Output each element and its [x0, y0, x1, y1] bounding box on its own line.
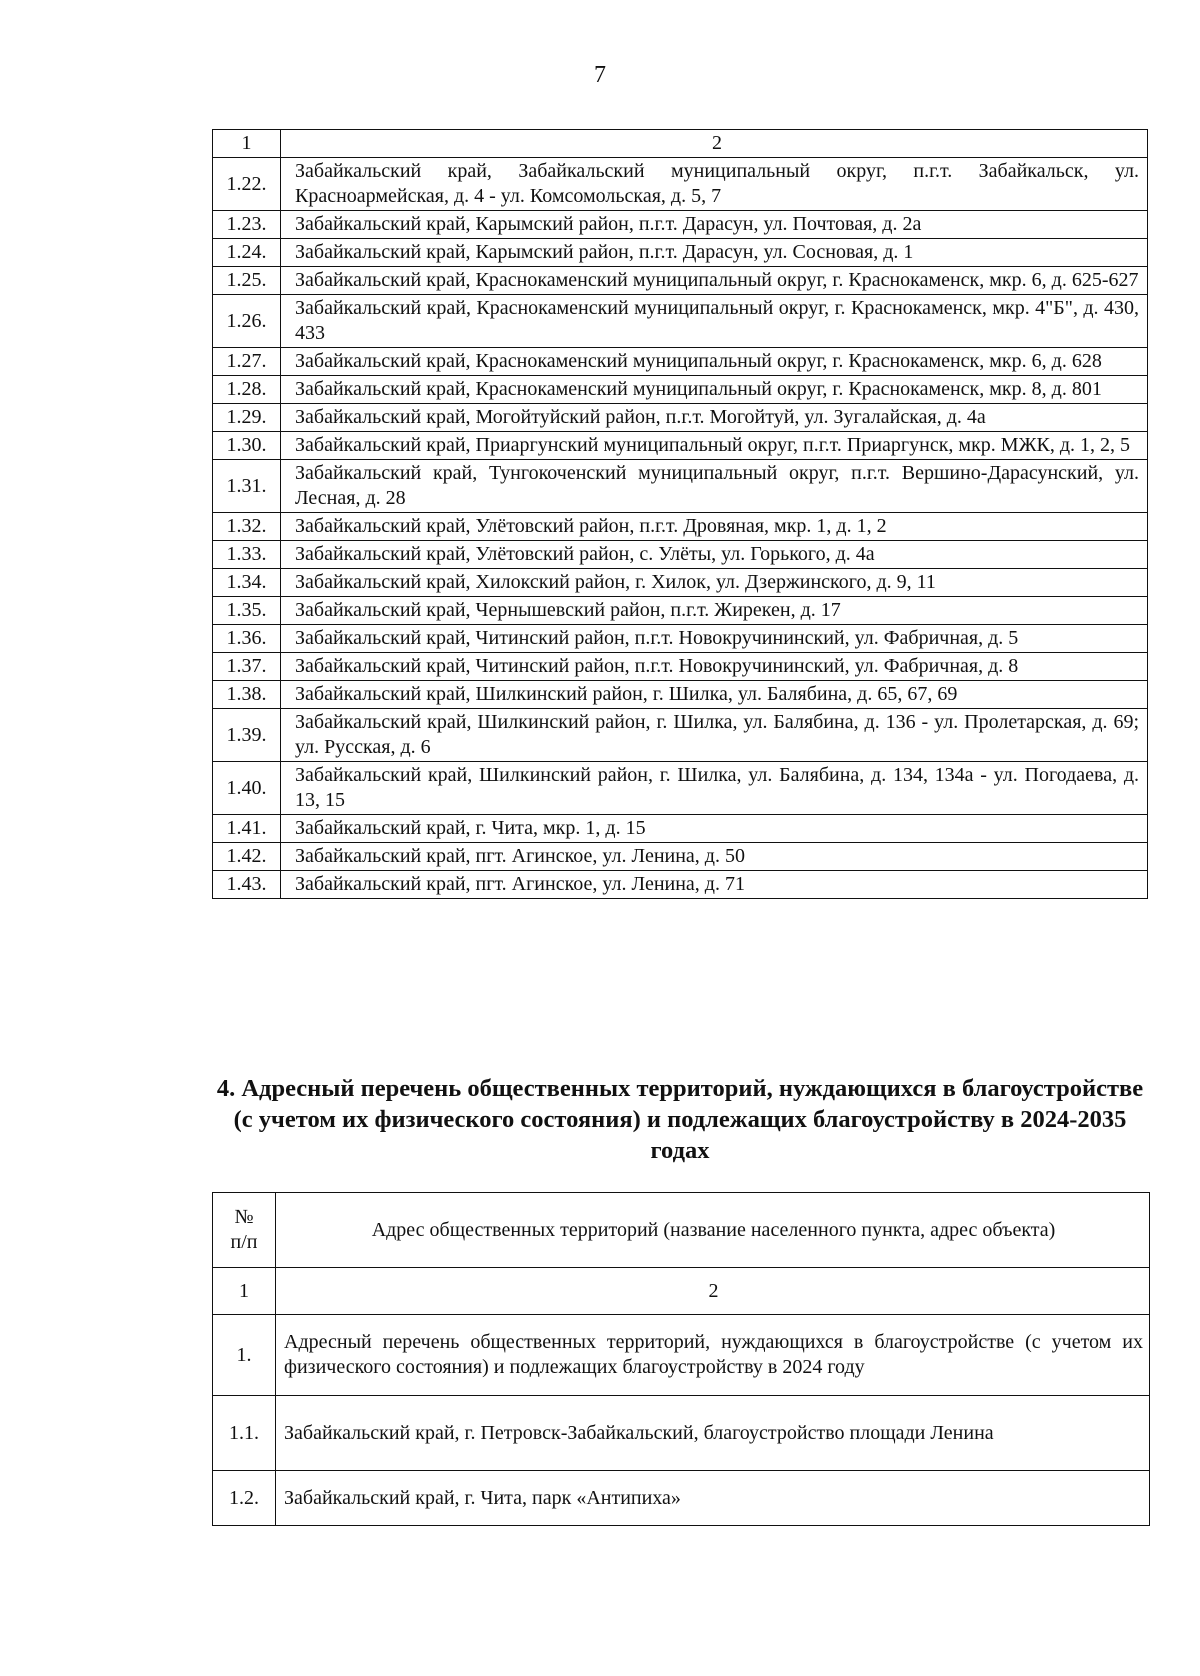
table-row — [213, 376, 1148, 404]
table-header-row — [213, 1193, 1150, 1268]
row-number: 1. — [213, 1315, 276, 1396]
column-numbers-row — [213, 1268, 1150, 1315]
table-row — [213, 348, 1148, 376]
row-number: 1.25. — [213, 267, 281, 295]
row-number: 1.32. — [213, 513, 281, 541]
header-number-cell — [213, 1193, 276, 1268]
row-number: 1.43. — [213, 871, 281, 899]
table-row — [213, 404, 1148, 432]
row-number: 1.35. — [213, 597, 281, 625]
row-number: 1.38. — [213, 681, 281, 709]
table-row — [213, 762, 1148, 815]
row-address: Забайкальский край, Хилокский район, г. Хилок, ул. Дзержинского, д. 9, 11 — [281, 569, 1148, 597]
row-address: Забайкальский край, г. Чита, мкр. 1, д. 15 — [281, 815, 1148, 843]
row-number: 1.37. — [213, 653, 281, 681]
row-number: 1.33. — [213, 541, 281, 569]
section-4-heading: 4. Адресный перечень общественных территорий, нуждающихся в благоустройстве (с учетом их физического состояния) и подлежащих благоустройству в 2024-2035 годах — [216, 1075, 1144, 1164]
table-row — [213, 513, 1148, 541]
public-territories-table — [212, 1192, 1150, 1526]
table-row — [213, 295, 1148, 348]
row-address: Забайкальский край, Шилкинский район, г. Шилка, ул. Балябина, д. 136 - ул. Пролетарская, д. 69; ул. Русская, д. 6 — [281, 709, 1148, 762]
table-row — [213, 709, 1148, 762]
row-number: 1.34. — [213, 569, 281, 597]
table-row — [213, 239, 1148, 267]
table-row — [213, 625, 1148, 653]
row-address: Забайкальский край, Краснокаменский муниципальный округ, г. Краснокаменск, мкр. 6, д. 628 — [281, 348, 1148, 376]
row-address: Забайкальский край, Читинский район, п.г.т. Новокручининский, ул. Фабричная, д. 5 — [281, 625, 1148, 653]
row-address: Адресный перечень общественных территорий, нуждающихся в благоустройстве (с учетом их физического состояния) и подлежащих благоустройству в 2024 году — [276, 1315, 1150, 1396]
row-number: 1.42. — [213, 843, 281, 871]
column-number-1: 1 — [213, 130, 281, 158]
table-row — [213, 843, 1148, 871]
row-address: Забайкальский край, Шилкинский район, г. Шилка, ул. Балябина, д. 65, 67, 69 — [281, 681, 1148, 709]
table-row — [213, 597, 1148, 625]
table-row — [213, 681, 1148, 709]
row-number: 1.28. — [213, 376, 281, 404]
row-number: 1.40. — [213, 762, 281, 815]
row-address: Забайкальский край, пгт. Агинское, ул. Ленина, д. 71 — [281, 871, 1148, 899]
row-address: Забайкальский край, Карымский район, п.г.т. Дарасун, ул. Сосновая, д. 1 — [281, 239, 1148, 267]
row-number: 1.1. — [213, 1396, 276, 1471]
row-number: 1.27. — [213, 348, 281, 376]
table-row — [213, 158, 1148, 211]
row-number: 1.29. — [213, 404, 281, 432]
row-address: Забайкальский край, Шилкинский район, г. Шилка, ул. Балябина, д. 134, 134а - ул. Погодаева, д. 13, 15 — [281, 762, 1148, 815]
row-number: 1.23. — [213, 211, 281, 239]
table-row — [213, 815, 1148, 843]
row-address: Забайкальский край, г. Петровск-Забайкальский, благоустройство площади Ленина — [276, 1396, 1150, 1471]
header-number-symbol: № — [234, 1206, 254, 1228]
table-row — [213, 871, 1148, 899]
row-address: Забайкальский край, Краснокаменский муниципальный округ, г. Краснокаменск, мкр. 8, д. 801 — [281, 376, 1148, 404]
row-address: Забайкальский край, Тунгокоченский муниципальный округ, п.г.т. Вершино-Дарасунский, ул. Лесная, д. 28 — [281, 460, 1148, 513]
header-address-cell: Адрес общественных территорий (название населенного пункта, адрес объекта) — [276, 1193, 1150, 1268]
page-number: 7 — [594, 62, 606, 88]
row-address: Забайкальский край, Краснокаменский муниципальный округ, г. Краснокаменск, мкр. 4"Б", д. 430, 433 — [281, 295, 1148, 348]
row-address: Забайкальский край, Краснокаменский муниципальный округ, г. Краснокаменск, мкр. 6, д. 625-627 — [281, 267, 1148, 295]
row-address: Забайкальский край, Могойтуйский район, п.г.т. Могойтуй, ул. Зугалайская, д. 4а — [281, 404, 1148, 432]
row-number: 1.26. — [213, 295, 281, 348]
table-row — [213, 211, 1148, 239]
row-number: 1.39. — [213, 709, 281, 762]
row-address: Забайкальский край, Приаргунский муниципальный округ, п.г.т. Приаргунск, мкр. МЖК, д. 1, 2, 5 — [281, 432, 1148, 460]
row-number: 1.2. — [213, 1471, 276, 1526]
row-address: Забайкальский край, г. Чита, парк «Антипиха» — [276, 1471, 1150, 1526]
row-number: 1.41. — [213, 815, 281, 843]
table-row — [213, 569, 1148, 597]
header-number-abbr: п/п — [230, 1231, 258, 1253]
row-address: Забайкальский край, Чернышевский район, п.г.т. Жирекен, д. 17 — [281, 597, 1148, 625]
column-number-2: 2 — [281, 130, 1148, 158]
table-row — [213, 541, 1148, 569]
table-row — [213, 653, 1148, 681]
column-number-2: 2 — [276, 1268, 1150, 1315]
table-row — [213, 460, 1148, 513]
row-address: Забайкальский край, пгт. Агинское, ул. Ленина, д. 50 — [281, 843, 1148, 871]
table-row — [213, 267, 1148, 295]
row-address: Забайкальский край, Карымский район, п.г.т. Дарасун, ул. Почтовая, д. 2а — [281, 211, 1148, 239]
table-header-row — [213, 130, 1148, 158]
row-address: Забайкальский край, Забайкальский муниципальный округ, п.г.т. Забайкальск, ул. Красноармейская, д. 4 - ул. Комсомольская, д. 5, 7 — [281, 158, 1148, 211]
table-row — [213, 432, 1148, 460]
row-number: 1.30. — [213, 432, 281, 460]
row-number: 1.36. — [213, 625, 281, 653]
table-row — [213, 1471, 1150, 1526]
row-number: 1.31. — [213, 460, 281, 513]
row-address: Забайкальский край, Улётовский район, п.г.т. Дровяная, мкр. 1, д. 1, 2 — [281, 513, 1148, 541]
row-address: Забайкальский край, Читинский район, п.г.т. Новокручининский, ул. Фабричная, д. 8 — [281, 653, 1148, 681]
row-number: 1.24. — [213, 239, 281, 267]
row-number: 1.22. — [213, 158, 281, 211]
addresses-table-continued — [212, 129, 1148, 899]
table-row — [213, 1315, 1150, 1396]
table-row — [213, 1396, 1150, 1471]
row-address: Забайкальский край, Улётовский район, с. Улёты, ул. Горького, д. 4а — [281, 541, 1148, 569]
column-number-1: 1 — [213, 1268, 276, 1315]
